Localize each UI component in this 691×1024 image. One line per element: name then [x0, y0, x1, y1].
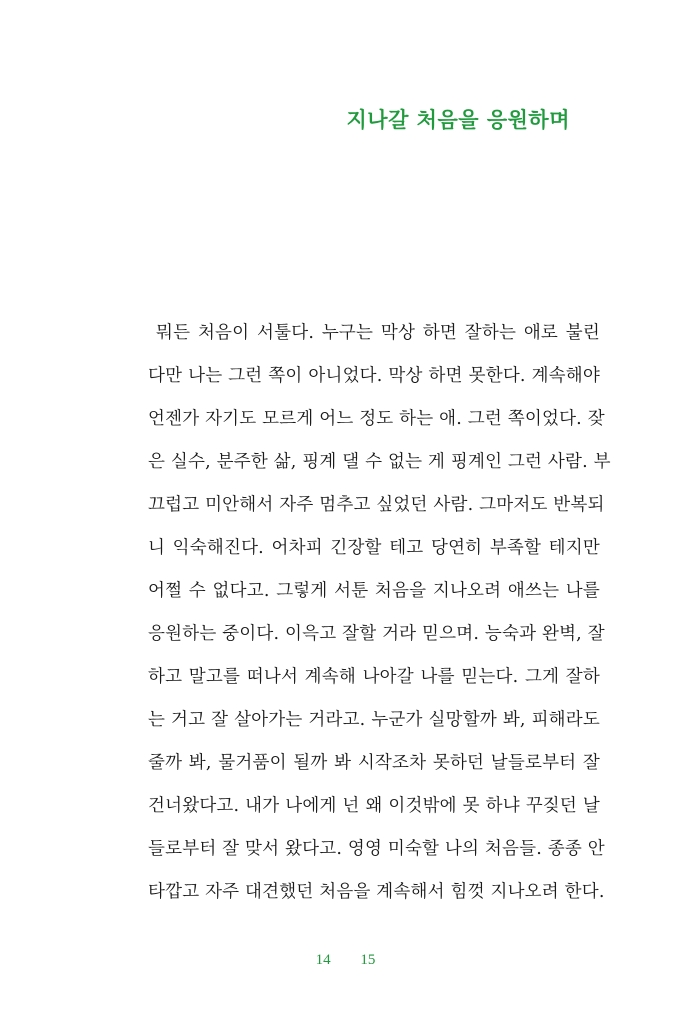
paragraph-line: 타깝고 자주 대견했던 처음을 계속해서 힘껏 지나오려 한다.	[148, 882, 605, 902]
page-number-left: 14	[315, 952, 331, 968]
paragraph-line: 어쩔 수 없다고. 그렇게 서툰 처음을 지나오려 애쓰는 나를	[148, 581, 600, 601]
paragraph-line: 는 거고 잘 살아가는 거라고. 누군가 실망할까 봐, 피해라도	[148, 710, 600, 730]
paragraph-line: 줄까 봐, 물거품이 될까 봐 시작조차 못하던 날들로부터 잘	[148, 753, 600, 773]
page-number-right: 15	[360, 952, 376, 968]
page-title: 지나갈 처음을 응원하며	[346, 107, 570, 132]
paragraph-line: 니 익숙해진다. 어차피 긴장할 테고 당연히 부족할 테지만	[148, 538, 600, 558]
paragraph-line: 건너왔다고. 내가 나에게 넌 왜 이것밖에 못 하냐 꾸짖던 날	[148, 796, 600, 816]
page-numbers	[0, 952, 691, 969]
body-paragraph	[148, 318, 611, 920]
paragraph-line: 뭐든 처음이 서툴다. 누구는 막상 하면 잘하는 애로 불린	[156, 323, 600, 343]
paragraph-line: 들로부터 잘 맞서 왔다고. 영영 미숙할 나의 처음들. 종종 안	[148, 839, 605, 859]
paragraph-line: 다만 나는 그런 쪽이 아니었다. 막상 하면 못한다. 계속해야	[148, 366, 600, 386]
paragraph-line: 하고 말고를 떠나서 계속해 나아갈 나를 믿는다. 그게 잘하	[148, 667, 600, 687]
paragraph-line: 끄럽고 미안해서 자주 멈추고 싶었던 사람. 그마저도 반복되	[148, 495, 605, 515]
paragraph-line: 응원하는 중이다. 이윽고 잘할 거라 믿으며. 능숙과 완벽, 잘	[148, 624, 605, 644]
paragraph-line: 언젠가 자기도 모르게 어느 정도 하는 애. 그런 쪽이었다. 잦	[148, 409, 605, 429]
paragraph-line: 은 실수, 분주한 삶, 핑계 댈 수 없는 게 핑계인 그런 사람. 부	[148, 452, 611, 472]
